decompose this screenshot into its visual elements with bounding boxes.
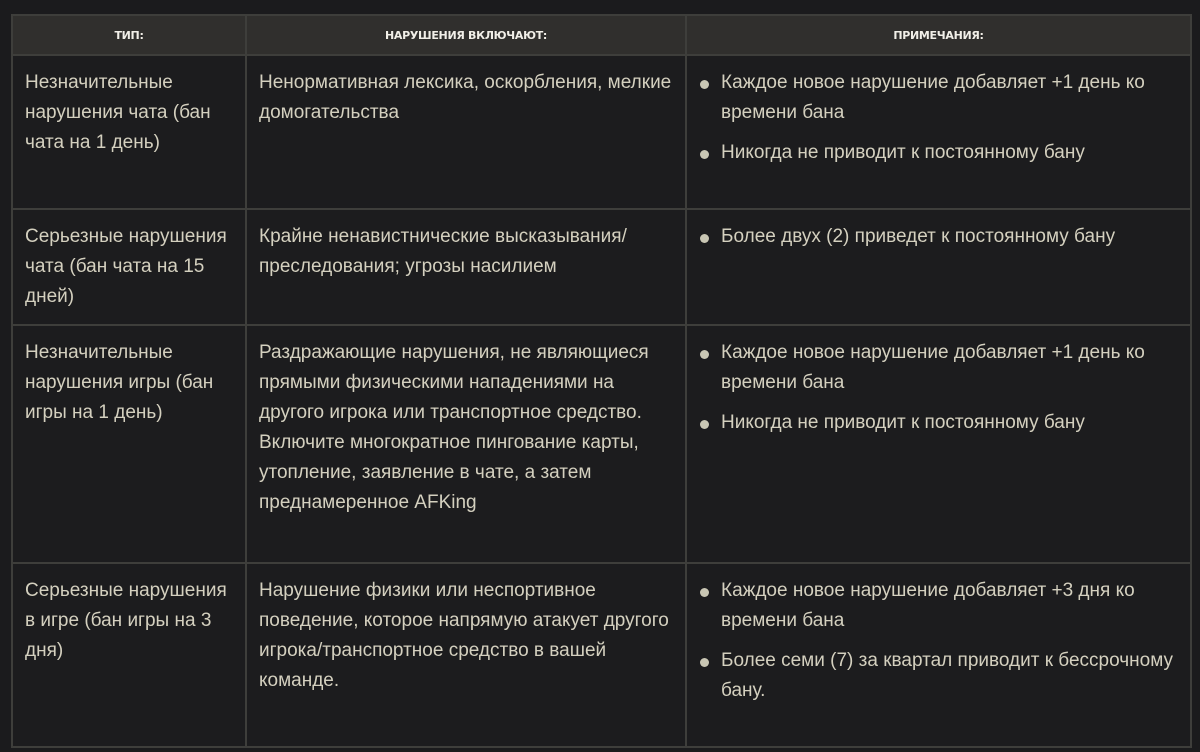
note-item: Более двух (2) приведет к постоянному бану bbox=[721, 222, 1178, 252]
header-violations: НАРУШЕНИЯ ВКЛЮЧАЮТ: bbox=[246, 15, 686, 55]
type-text: Незначительные нарушения игры (бан игры на 1 день) bbox=[25, 342, 214, 423]
cell-violations bbox=[246, 55, 686, 209]
cell-notes bbox=[686, 325, 1191, 563]
table-row bbox=[12, 563, 1191, 747]
violations-text: Раздражающие нарушения, не являющиеся прямыми физическими нападениями на другого игрока или транспортное средство. Включите многократное пингование карты, утопление, заявление в чате, а затем преднамеренное AFKing bbox=[259, 342, 649, 513]
cell-type bbox=[12, 563, 246, 747]
note-item: Каждое новое нарушение добавляет +1 день ко времени бана bbox=[721, 68, 1178, 128]
notes-list bbox=[699, 338, 1178, 438]
header-notes: ПРИМЕЧАНИЯ: bbox=[686, 15, 1191, 55]
note-item: Более семи (7) за квартал приводит к бессрочному бану. bbox=[721, 646, 1178, 706]
cell-notes bbox=[686, 209, 1191, 325]
notes-list bbox=[699, 222, 1178, 252]
cell-notes bbox=[686, 563, 1191, 747]
cell-notes bbox=[686, 55, 1191, 209]
note-item: Никогда не приводит к постоянному бану bbox=[721, 408, 1178, 438]
note-item: Каждое новое нарушение добавляет +3 дня ко времени бана bbox=[721, 576, 1178, 636]
header-type: ТИП: bbox=[12, 15, 246, 55]
table-row bbox=[12, 325, 1191, 563]
cell-type bbox=[12, 55, 246, 209]
ban-policy-table bbox=[11, 14, 1192, 748]
note-item: Каждое новое нарушение добавляет +1 день ко времени бана bbox=[721, 338, 1178, 398]
table-header-row bbox=[12, 15, 1191, 55]
cell-type bbox=[12, 209, 246, 325]
violations-text: Крайне ненавистнические высказывания/ преследования; угрозы насилием bbox=[259, 226, 627, 277]
cell-type bbox=[12, 325, 246, 563]
type-text: Серьезные нарушения в игре (бан игры на 3 дня) bbox=[25, 580, 227, 661]
notes-list bbox=[699, 68, 1178, 168]
violations-text: Нарушение физики или неспортивное поведение, которое напрямую атакует другого игрока/транспортное средство в вашей команде. bbox=[259, 580, 669, 691]
type-text: Серьезные нарушения чата (бан чата на 15 дней) bbox=[25, 226, 227, 307]
note-item: Никогда не приводит к постоянному бану bbox=[721, 138, 1178, 168]
cell-violations bbox=[246, 325, 686, 563]
cell-violations bbox=[246, 209, 686, 325]
table-row bbox=[12, 55, 1191, 209]
table-row bbox=[12, 209, 1191, 325]
notes-list bbox=[699, 576, 1178, 706]
type-text: Незначительные нарушения чата (бан чата на 1 день) bbox=[25, 72, 211, 153]
violations-text: Ненормативная лексика, оскорбления, мелкие домогательства bbox=[259, 72, 672, 123]
cell-violations bbox=[246, 563, 686, 747]
